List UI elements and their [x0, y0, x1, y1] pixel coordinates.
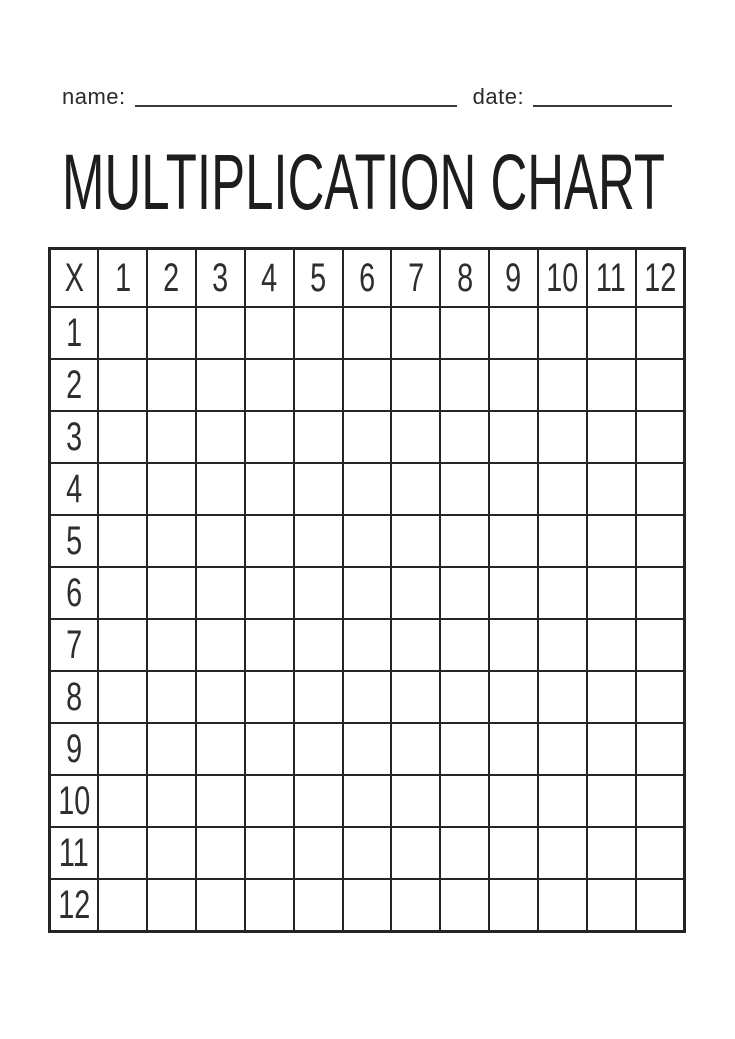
grid-cell-11x12[interactable]: [636, 827, 685, 879]
grid-cell-5x11[interactable]: [587, 515, 636, 567]
grid-cell-11x11[interactable]: [587, 827, 636, 879]
grid-cell-2x8[interactable]: [440, 359, 489, 411]
column-header-10: [538, 249, 587, 308]
table-header: [50, 249, 685, 308]
header-row: [50, 249, 685, 308]
grid-cell-6x7[interactable]: [391, 567, 440, 619]
grid-cell-5x4[interactable]: [245, 515, 294, 567]
grid-cell-4x9[interactable]: [489, 463, 538, 515]
grid-cell-5x3[interactable]: [196, 515, 245, 567]
grid-cell-11x4[interactable]: [245, 827, 294, 879]
grid-cell-8x5[interactable]: [294, 671, 343, 723]
grid-cell-12x12[interactable]: [636, 879, 685, 932]
grid-cell-6x1[interactable]: [98, 567, 147, 619]
grid-cell-3x12[interactable]: [636, 411, 685, 463]
grid-cell-4x8[interactable]: [440, 463, 489, 515]
grid-cell-8x4[interactable]: [245, 671, 294, 723]
grid-cell-7x3[interactable]: [196, 619, 245, 671]
row-header-4-text: 4: [66, 467, 83, 511]
grid-cell-3x10[interactable]: [538, 411, 587, 463]
column-header-2-text: 2: [163, 256, 180, 300]
column-header-6-text: 6: [358, 256, 375, 300]
row-header-10: [50, 775, 99, 827]
grid-cell-2x6[interactable]: [343, 359, 392, 411]
grid-cell-7x10[interactable]: [538, 619, 587, 671]
column-header-7-text: 7: [407, 256, 424, 300]
grid-cell-10x5[interactable]: [294, 775, 343, 827]
table-row-2: [50, 359, 685, 411]
grid-cell-11x6[interactable]: [343, 827, 392, 879]
name-label: name:: [62, 84, 126, 109]
grid-cell-4x5[interactable]: [294, 463, 343, 515]
table-row-1: [50, 307, 685, 359]
grid-cell-7x5[interactable]: [294, 619, 343, 671]
grid-cell-9x5[interactable]: [294, 723, 343, 775]
grid-cell-9x7[interactable]: [391, 723, 440, 775]
column-header-12: [636, 249, 685, 308]
grid-cell-12x4[interactable]: [245, 879, 294, 932]
row-header-5-text: 5: [66, 519, 83, 563]
column-header-1-text: 1: [114, 256, 131, 300]
grid-cell-10x11[interactable]: [587, 775, 636, 827]
grid-cell-10x4[interactable]: [245, 775, 294, 827]
grid-cell-10x6[interactable]: [343, 775, 392, 827]
column-header-7: [391, 249, 440, 308]
row-header-8: [50, 671, 99, 723]
row-header-1: [50, 307, 99, 359]
row-header-1-text: 1: [66, 311, 83, 355]
grid-cell-5x8[interactable]: [440, 515, 489, 567]
table-row-4: [50, 463, 685, 515]
grid-cell-12x5[interactable]: [294, 879, 343, 932]
row-header-8-text: 8: [66, 675, 83, 719]
grid-cell-8x6[interactable]: [343, 671, 392, 723]
grid-cell-12x11[interactable]: [587, 879, 636, 932]
grid-cell-4x3[interactable]: [196, 463, 245, 515]
table-row-3: [50, 411, 685, 463]
name-date-row: [62, 80, 672, 110]
grid-cell-5x10[interactable]: [538, 515, 587, 567]
grid-cell-1x2[interactable]: [147, 307, 196, 359]
grid-cell-4x7[interactable]: [391, 463, 440, 515]
grid-cell-8x2[interactable]: [147, 671, 196, 723]
grid-cell-11x9[interactable]: [489, 827, 538, 879]
grid-cell-6x5[interactable]: [294, 567, 343, 619]
row-header-9-text: 9: [66, 727, 83, 771]
grid-cell-3x2[interactable]: [147, 411, 196, 463]
grid-cell-1x9[interactable]: [489, 307, 538, 359]
grid-cell-8x12[interactable]: [636, 671, 685, 723]
grid-cell-2x9[interactable]: [489, 359, 538, 411]
column-header-2: [147, 249, 196, 308]
grid-cell-12x10[interactable]: [538, 879, 587, 932]
table-row-7: [50, 619, 685, 671]
grid-cell-12x1[interactable]: [98, 879, 147, 932]
grid-cell-3x1[interactable]: [98, 411, 147, 463]
grid-cell-8x3[interactable]: [196, 671, 245, 723]
grid-cell-7x12[interactable]: [636, 619, 685, 671]
grid-cell-4x4[interactable]: [245, 463, 294, 515]
column-header-3: [196, 249, 245, 308]
grid-cell-7x1[interactable]: [98, 619, 147, 671]
corner-cell: [50, 249, 99, 308]
row-header-11: [50, 827, 99, 879]
grid-cell-1x12[interactable]: [636, 307, 685, 359]
column-header-9-text: 9: [505, 256, 522, 300]
grid-cell-5x5[interactable]: [294, 515, 343, 567]
page-title: MULTIPLICATION CHART: [62, 137, 666, 226]
grid-cell-8x11[interactable]: [587, 671, 636, 723]
grid-cell-9x9[interactable]: [489, 723, 538, 775]
grid-cell-11x3[interactable]: [196, 827, 245, 879]
grid-cell-1x3[interactable]: [196, 307, 245, 359]
grid-cell-4x12[interactable]: [636, 463, 685, 515]
multiplication-table: [48, 247, 686, 933]
name-blank-line[interactable]: [135, 81, 457, 107]
table-row-10: [50, 775, 685, 827]
column-header-3-text: 3: [212, 256, 229, 300]
grid-cell-10x10[interactable]: [538, 775, 587, 827]
date-label: date:: [472, 84, 525, 109]
grid-cell-2x7[interactable]: [391, 359, 440, 411]
column-header-11-text: 11: [596, 256, 627, 300]
grid-cell-11x5[interactable]: [294, 827, 343, 879]
grid-cell-11x8[interactable]: [440, 827, 489, 879]
row-header-2: [50, 359, 99, 411]
row-header-4: [50, 463, 99, 515]
row-header-10-text: 10: [58, 779, 91, 823]
grid-cell-12x6[interactable]: [343, 879, 392, 932]
grid-cell-5x12[interactable]: [636, 515, 685, 567]
grid-cell-4x6[interactable]: [343, 463, 392, 515]
grid-cell-2x3[interactable]: [196, 359, 245, 411]
grid-cell-12x7[interactable]: [391, 879, 440, 932]
grid-cell-5x9[interactable]: [489, 515, 538, 567]
grid-cell-1x5[interactable]: [294, 307, 343, 359]
column-header-1: [98, 249, 147, 308]
row-header-2-text: 2: [66, 363, 83, 407]
grid-cell-6x6[interactable]: [343, 567, 392, 619]
grid-cell-4x10[interactable]: [538, 463, 587, 515]
grid-cell-3x7[interactable]: [391, 411, 440, 463]
column-header-4-text: 4: [261, 256, 278, 300]
grid-cell-1x8[interactable]: [440, 307, 489, 359]
grid-cell-3x6[interactable]: [343, 411, 392, 463]
grid-cell-2x2[interactable]: [147, 359, 196, 411]
grid-cell-10x12[interactable]: [636, 775, 685, 827]
column-header-5-text: 5: [310, 256, 327, 300]
column-header-12-text: 12: [643, 256, 676, 300]
grid-cell-1x1[interactable]: [98, 307, 147, 359]
grid-cell-12x2[interactable]: [147, 879, 196, 932]
grid-cell-8x8[interactable]: [440, 671, 489, 723]
grid-cell-3x9[interactable]: [489, 411, 538, 463]
grid-cell-7x6[interactable]: [343, 619, 392, 671]
grid-cell-10x9[interactable]: [489, 775, 538, 827]
grid-cell-5x7[interactable]: [391, 515, 440, 567]
grid-cell-3x5[interactable]: [294, 411, 343, 463]
grid-cell-3x11[interactable]: [587, 411, 636, 463]
grid-cell-1x11[interactable]: [587, 307, 636, 359]
grid-cell-12x8[interactable]: [440, 879, 489, 932]
grid-cell-2x5[interactable]: [294, 359, 343, 411]
grid-cell-5x2[interactable]: [147, 515, 196, 567]
grid-cell-2x11[interactable]: [587, 359, 636, 411]
table-row-12: [50, 879, 685, 932]
grid-cell-2x12[interactable]: [636, 359, 685, 411]
grid-cell-3x3[interactable]: [196, 411, 245, 463]
column-header-4: [245, 249, 294, 308]
grid-cell-9x2[interactable]: [147, 723, 196, 775]
grid-cell-10x2[interactable]: [147, 775, 196, 827]
table-row-9: [50, 723, 685, 775]
grid-cell-7x8[interactable]: [440, 619, 489, 671]
grid-cell-6x11[interactable]: [587, 567, 636, 619]
grid-cell-2x1[interactable]: [98, 359, 147, 411]
row-header-12-text: 12: [58, 883, 91, 927]
grid-cell-9x3[interactable]: [196, 723, 245, 775]
grid-cell-9x12[interactable]: [636, 723, 685, 775]
table-row-11: [50, 827, 685, 879]
grid-cell-6x2[interactable]: [147, 567, 196, 619]
table-row-5: [50, 515, 685, 567]
column-header-5: [294, 249, 343, 308]
grid-cell-1x7[interactable]: [391, 307, 440, 359]
grid-cell-6x3[interactable]: [196, 567, 245, 619]
grid-cell-10x8[interactable]: [440, 775, 489, 827]
table-row-8: [50, 671, 685, 723]
table-body: [50, 307, 685, 932]
grid-cell-12x9[interactable]: [489, 879, 538, 932]
grid-cell-11x10[interactable]: [538, 827, 587, 879]
date-blank-line[interactable]: [533, 81, 672, 107]
grid-cell-5x1[interactable]: [98, 515, 147, 567]
grid-cell-9x1[interactable]: [98, 723, 147, 775]
grid-cell-1x6[interactable]: [343, 307, 392, 359]
grid-cell-4x2[interactable]: [147, 463, 196, 515]
grid-cell-8x1[interactable]: [98, 671, 147, 723]
grid-cell-9x8[interactable]: [440, 723, 489, 775]
column-header-8-text: 8: [456, 256, 473, 300]
grid-cell-11x7[interactable]: [391, 827, 440, 879]
grid-cell-1x10[interactable]: [538, 307, 587, 359]
grid-cell-2x10[interactable]: [538, 359, 587, 411]
grid-cell-8x7[interactable]: [391, 671, 440, 723]
row-header-5: [50, 515, 99, 567]
grid-cell-10x3[interactable]: [196, 775, 245, 827]
grid-cell-5x6[interactable]: [343, 515, 392, 567]
grid-cell-7x11[interactable]: [587, 619, 636, 671]
column-header-8: [440, 249, 489, 308]
grid-cell-6x9[interactable]: [489, 567, 538, 619]
grid-cell-9x4[interactable]: [245, 723, 294, 775]
row-header-7-text: 7: [66, 623, 83, 667]
row-header-3-text: 3: [66, 415, 83, 459]
column-header-9: [489, 249, 538, 308]
grid-cell-7x2[interactable]: [147, 619, 196, 671]
grid-cell-12x3[interactable]: [196, 879, 245, 932]
grid-cell-9x11[interactable]: [587, 723, 636, 775]
grid-cell-6x4[interactable]: [245, 567, 294, 619]
row-header-7: [50, 619, 99, 671]
grid-cell-11x1[interactable]: [98, 827, 147, 879]
row-header-6: [50, 567, 99, 619]
grid-cell-4x1[interactable]: [98, 463, 147, 515]
row-header-9: [50, 723, 99, 775]
grid-cell-8x9[interactable]: [489, 671, 538, 723]
grid-cell-8x10[interactable]: [538, 671, 587, 723]
column-header-6: [343, 249, 392, 308]
row-header-11-text: 11: [59, 831, 90, 875]
grid-cell-6x12[interactable]: [636, 567, 685, 619]
grid-cell-3x8[interactable]: [440, 411, 489, 463]
column-header-10-text: 10: [546, 256, 579, 300]
grid-cell-2x4[interactable]: [245, 359, 294, 411]
row-header-12: [50, 879, 99, 932]
grid-cell-4x11[interactable]: [587, 463, 636, 515]
grid-cell-7x4[interactable]: [245, 619, 294, 671]
grid-cell-6x10[interactable]: [538, 567, 587, 619]
grid-cell-11x2[interactable]: [147, 827, 196, 879]
grid-container: [48, 247, 686, 933]
grid-cell-9x6[interactable]: [343, 723, 392, 775]
row-header-3: [50, 411, 99, 463]
grid-cell-3x4[interactable]: [245, 411, 294, 463]
grid-cell-9x10[interactable]: [538, 723, 587, 775]
row-header-6-text: 6: [66, 571, 83, 615]
grid-cell-10x7[interactable]: [391, 775, 440, 827]
corner-cell-text: X: [64, 256, 84, 300]
column-header-11: [587, 249, 636, 308]
grid-cell-7x9[interactable]: [489, 619, 538, 671]
grid-cell-1x4[interactable]: [245, 307, 294, 359]
grid-cell-6x8[interactable]: [440, 567, 489, 619]
table-row-6: [50, 567, 685, 619]
grid-cell-10x1[interactable]: [98, 775, 147, 827]
grid-cell-7x7[interactable]: [391, 619, 440, 671]
